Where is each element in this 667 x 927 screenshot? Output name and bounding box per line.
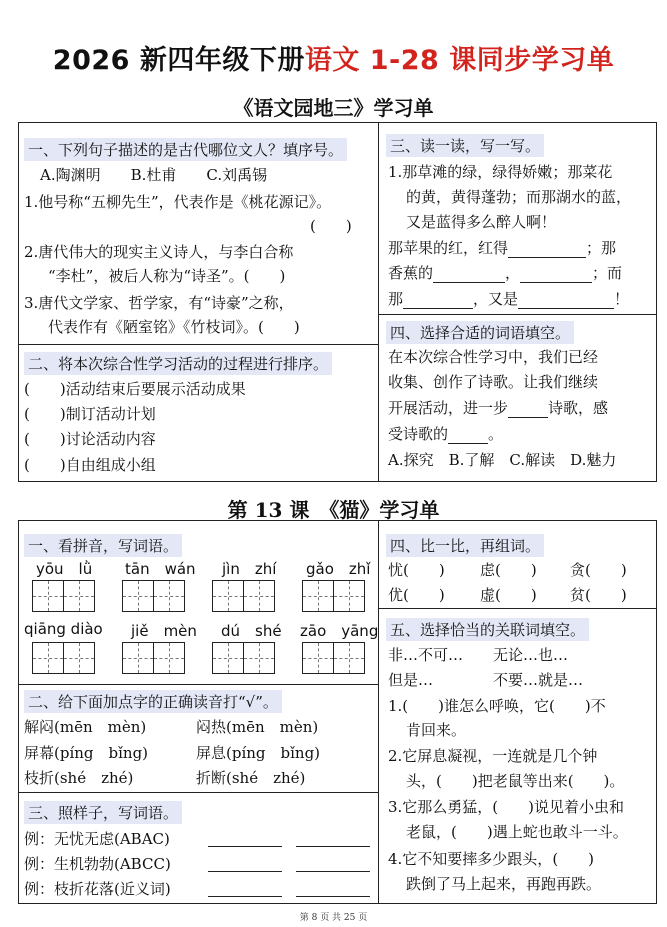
reading-item[interactable]: 屏幕(píng bǐng): [24, 744, 149, 762]
s3-line6-end: ！: [614, 290, 630, 308]
page-title: [0, 38, 667, 77]
s5-q1-line2: 肯回来。: [406, 721, 467, 739]
title-grade: 2026 新四年级下册: [52, 45, 305, 76]
s3-blank[interactable]: [518, 308, 614, 309]
s3-line6-mid: ，又是: [473, 290, 519, 308]
answer-blank[interactable]: [296, 846, 370, 847]
l13-s1-heading: 一、看拼音，写词语。: [24, 534, 182, 557]
s3-line1: 1.那草滩的绿，绿得娇嫩；那菜花: [388, 163, 613, 181]
example-item: 例：生机勃勃(ABCC): [24, 855, 171, 873]
s3-line4-end: ；那: [586, 239, 617, 257]
l13-s5-heading: 五、选择恰当的关联词填空。: [386, 618, 589, 641]
writing-grid[interactable]: [302, 580, 364, 612]
example-item: 例：无忧无虑(ABAC): [24, 830, 170, 848]
s1-q1: 1.他号称“五柳先生”，代表作是《桃花源记》。: [24, 193, 332, 211]
s2-item[interactable]: ( )讨论活动内容: [24, 430, 156, 448]
reading-item[interactable]: 枝折(shé zhé): [24, 769, 134, 787]
answer-blank[interactable]: [296, 871, 370, 872]
s4-line4: [388, 424, 503, 444]
writing-grid[interactable]: [212, 580, 274, 612]
reading-item[interactable]: 闷热(mēn mèn): [196, 718, 319, 736]
s1-q3-line2[interactable]: 代表作有《陋室铭》《竹枝词》。( ): [48, 318, 300, 336]
s3-blank[interactable]: [403, 308, 473, 309]
pinyin: dú shé: [221, 622, 282, 640]
compare-item[interactable]: 贫( ): [570, 586, 627, 604]
s3-blank[interactable]: [508, 257, 586, 258]
sheet2-title: 第 13 课 《猫》学习单: [227, 498, 440, 522]
sheet1-right-divider: [378, 314, 657, 315]
s3-line2: 的黄，黄得蓬勃；而那湖水的蓝，: [406, 188, 632, 206]
reading-item[interactable]: 解闷(mēn mèn): [24, 718, 147, 736]
compare-item[interactable]: 忧( ): [388, 561, 445, 579]
compare-item[interactable]: 贪( ): [570, 561, 627, 579]
s4-blank[interactable]: [448, 443, 488, 444]
answer-blank[interactable]: [208, 871, 282, 872]
s2-item[interactable]: ( )制订活动计划: [24, 405, 156, 423]
sheet1-divider: [378, 122, 379, 482]
s4-line1: 在本次综合性学习中，我们已经: [388, 348, 599, 366]
s4-line3: [388, 398, 608, 418]
s5-q3-line2[interactable]: 老鼠，( )遇上蛇也敢斗一斗。: [406, 823, 628, 841]
s5-q4-line2: 跌倒了马上起来，再跑再跌。: [406, 875, 602, 893]
writing-grid[interactable]: [122, 642, 184, 674]
s2-item[interactable]: ( )活动结束后要展示活动成果: [24, 380, 246, 398]
s1-q1-answer[interactable]: ( ): [310, 217, 352, 235]
answer-blank[interactable]: [208, 896, 282, 897]
sheet1-left-divider: [18, 344, 378, 345]
sheet1-title: 《语文园地三》学习单: [233, 96, 434, 120]
s4-line4-text: 受诗歌的: [388, 425, 449, 443]
s2-heading: 二、将本次综合性学习活动的过程进行排序。: [24, 352, 332, 375]
pinyin: gǎo zhǐ: [306, 560, 371, 578]
s4-options: A.探究 B.了解 C.解读 D.魅力: [388, 451, 617, 469]
s4-line3-end: 诗歌，感: [548, 399, 609, 417]
writing-grid[interactable]: [32, 642, 94, 674]
s4-line2: 收集、创作了诗歌。让我们继续: [388, 373, 599, 391]
l13-s2-heading: 二、给下面加点字的正确读音打“√”。: [24, 690, 282, 713]
sheet2-left-divider1: [18, 684, 378, 685]
s5-q2-line1: 2.它屏息凝视，一连就是几个钟: [388, 747, 598, 765]
writing-grid[interactable]: [32, 580, 94, 612]
s3-blank[interactable]: [520, 282, 592, 283]
page-number: 第 8 页 共 25 页: [299, 913, 368, 923]
s3-heading: 三、读一读，写一写。: [386, 134, 544, 157]
s1-q2-line2[interactable]: “李杜”，被后人称为“诗圣”。( ): [48, 267, 286, 285]
s3-line5-end: ；而: [592, 264, 623, 282]
l13-s4-heading: 四、比一比，再组词。: [386, 534, 544, 557]
answer-blank[interactable]: [296, 896, 370, 897]
s1-q2-line1: 2.唐代伟大的现实主义诗人，与李白合称: [24, 243, 294, 261]
writing-grid[interactable]: [122, 580, 184, 612]
pinyin: jiě mèn: [131, 622, 197, 640]
compare-item[interactable]: 虑( ): [480, 561, 537, 579]
s3-blank[interactable]: [433, 282, 505, 283]
s4-line3-text: 开展活动，进一步: [388, 399, 509, 417]
conjunction-options: 但是… 不要…就是…: [388, 671, 584, 689]
s4-line4-end: 。: [488, 425, 504, 443]
sheet2-divider: [378, 520, 379, 904]
conjunction-options: 非…不可… 无论…也…: [388, 646, 569, 664]
s1-heading: 一、下列句子描述的是古代哪位文人？填序号。: [24, 138, 347, 161]
s5-q4-line1[interactable]: 4.它不知要摔多少跟头，( ): [388, 850, 595, 868]
compare-item[interactable]: 优( ): [388, 586, 445, 604]
answer-blank[interactable]: [208, 846, 282, 847]
s1-q3-line1: 3.唐代文学家、哲学家，有“诗豪”之称，: [24, 294, 294, 312]
s3-line6-text: 那: [388, 290, 404, 308]
s3-line3: 又是蓝得多么醉人啊！: [406, 213, 557, 231]
sheet2-left-divider2: [18, 792, 378, 793]
s3-line5: [388, 263, 622, 283]
writing-grid[interactable]: [212, 642, 274, 674]
pinyin: tān wán: [125, 560, 196, 578]
s5-q2-line2[interactable]: 头，( )把老鼠等出来( )。: [406, 772, 625, 790]
s3-line5-text: 香蕉的: [388, 264, 434, 282]
s5-q3-line1[interactable]: 3.它那么勇猛，( )说见着小虫和: [388, 798, 625, 816]
title-subject: 语文 1-28 课同步学习单: [304, 45, 615, 76]
reading-item[interactable]: 屏息(píng bǐng): [196, 744, 321, 762]
pinyin: zāo yāng: [300, 622, 379, 640]
s3-line4: [388, 238, 616, 258]
s2-item[interactable]: ( )自由组成小组: [24, 456, 156, 474]
s3-line4-text: 那苹果的红，红得: [388, 239, 509, 257]
writing-grid[interactable]: [302, 642, 364, 674]
s4-heading: 四、选择合适的词语填空。: [386, 321, 574, 344]
s5-q1-line1[interactable]: 1.( )谁怎么呼唤，它( )不: [388, 697, 606, 715]
s3-line6: [388, 289, 629, 309]
compare-item[interactable]: 虚( ): [480, 586, 537, 604]
sheet2-right-divider: [378, 608, 657, 609]
pinyin: qiāng diào: [24, 620, 103, 638]
s1-options: A.陶渊明 B.杜甫 C.刘禹锡: [40, 166, 268, 184]
example-item: 例：枝折花落(近义词): [24, 880, 171, 898]
pinyin: yōu lǜ: [36, 560, 93, 578]
pinyin: jìn zhí: [222, 560, 277, 578]
s4-blank[interactable]: [508, 417, 548, 418]
s3-line5-comma: ，: [505, 264, 521, 282]
reading-item[interactable]: 折断(shé zhé): [196, 769, 306, 787]
l13-s3-heading: 三、照样子，写词语。: [24, 801, 182, 824]
